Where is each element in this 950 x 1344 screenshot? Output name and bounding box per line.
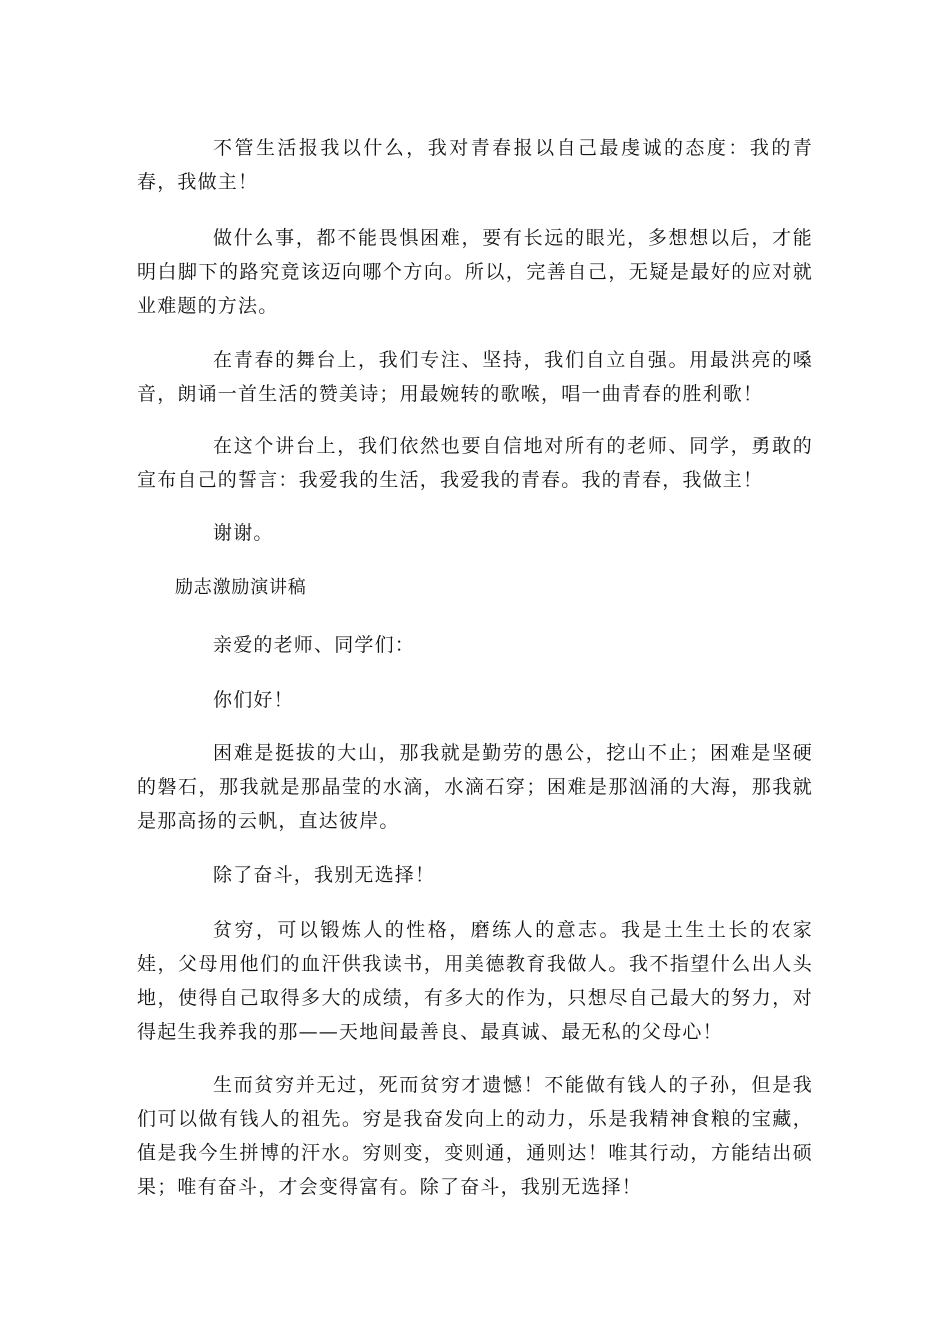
paragraph-youth-attitude: 不管生活报我以什么，我对青春报以自己最虔诚的态度：我的青春，我做主！ bbox=[137, 137, 813, 193]
paragraph-podium-oath: 在这个讲台上，我们依然也要自信地对所有的老师、同学，勇敢的宣布自己的誓言：我爱我的生活，我爱我的青春。我的青春，我做主！ bbox=[137, 435, 813, 491]
paragraph-greeting-address: 亲爱的老师、同学们： bbox=[213, 634, 416, 656]
paragraph-youth-stage: 在青春的舞台上，我们专注、坚持，我们自立自强。用最洪亮的嗓音，朗诵一首生活的赞美诗；用最婉转的歌喉，唱一曲青春的胜利歌！ bbox=[137, 349, 813, 405]
paragraph-born-poor: 生而贫穷并无过，死而贫穷才遗憾！不能做有钱人的子孙，但是我们可以做有钱人的祖先。穷是我奋发向上的动力，乐是我精神食粮的宝藏，值是我今生拼博的汗水。穷则变，变则通，通则达！唯其行动，方能结出硕果；唯有奋斗，才会变得富有。除了奋斗，我别无选择！ bbox=[137, 1074, 813, 1198]
paragraph-thanks: 谢谢。 bbox=[213, 522, 274, 544]
paragraph-poverty-character: 贫穷，可以锻炼人的性格，磨练人的意志。我是土生土长的农家娃，父母用他们的血汗供我读书，用美德教育我做人。我不指望什么出人头地，使得自己取得多大的成绩，有多大的作为，只想尽自己最大的努力，对得起生我养我的那——天地间最善良、最真诚、最无私的父母心！ bbox=[137, 919, 813, 1043]
paragraph-only-struggle: 除了奋斗，我别无选择！ bbox=[213, 864, 436, 886]
section-heading: 励志激励演讲稿 bbox=[175, 577, 307, 598]
paragraph-greeting: 你们好！ bbox=[213, 689, 294, 711]
paragraph-difficulty-metaphors: 困难是挺拔的大山，那我就是勤劳的愚公，挖山不止；困难是坚硬的磐石，那我就是那晶莹的水滴，水滴石穿；困难是那汹涌的大海，那我就是那高扬的云帆，直达彼岸。 bbox=[137, 742, 813, 832]
paragraph-face-difficulties: 做什么事，都不能畏惧困难，要有长远的眼光，多想想以后，才能明白脚下的路究竟该迈向哪个方向。所以，完善自己，无疑是最好的应对就业难题的方法。 bbox=[137, 227, 813, 317]
